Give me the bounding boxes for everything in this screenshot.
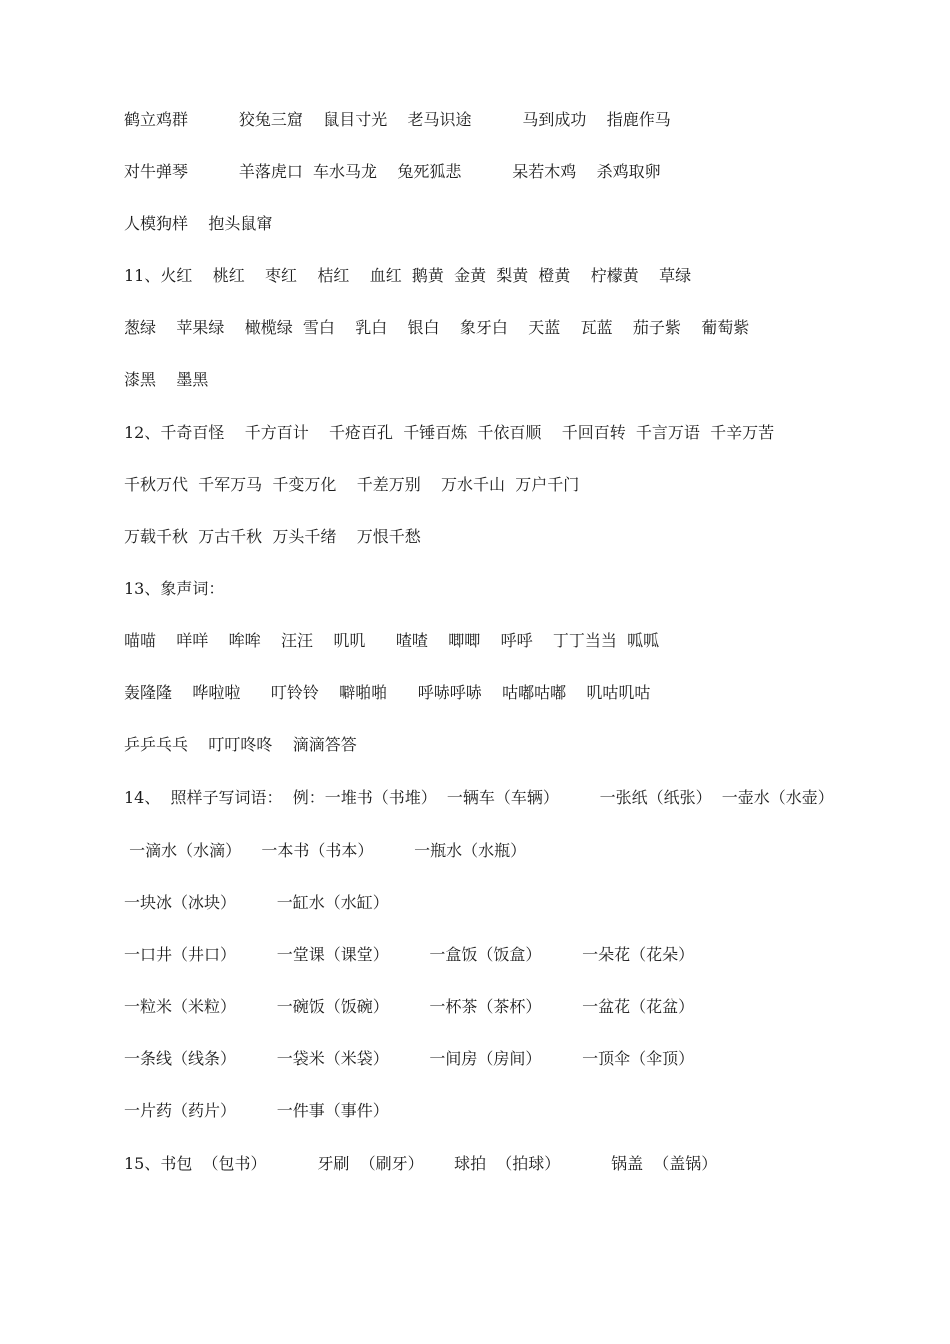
section-11-colors-1: 11、火红 桃红 枣红 桔红 血红 鹅黄 金黄 梨黄 橙黄 柠檬黄 草绿: [124, 266, 692, 285]
section-13-onomatopoeia-3: 乒乒乓乓 叮叮咚咚 滴滴答答: [124, 735, 357, 754]
idiom-line-animals-3: 人模狗样 抱头鼠窜: [124, 214, 273, 233]
idiom-line-animals-2: 对牛弹琴 羊落虎口 车水马龙 兔死狐悲 呆若木鸡 杀鸡取卵: [124, 162, 661, 181]
section-12-idioms-1: 12、千奇百怪 千方百计 千疮百孔 千锤百炼 千依百顺 千回百转 千言万语 千辛万苦: [124, 423, 775, 442]
section-14-words-1: 一滴水（水滴） 一本书（书本） 一瓶水（水瓶）: [124, 841, 527, 860]
section-14-words-5: 一条线（线条） 一袋米（米袋） 一间房（房间） 一顶伞（伞顶）: [124, 1049, 695, 1068]
section-14-words-2: 一块冰（冰块） 一缸水（水缸）: [124, 893, 389, 912]
section-13-onomatopoeia-1: 喵喵 咩咩 哞哞 汪汪 叽叽 喳喳 唧唧 呼呼 丁丁当当 呱呱: [124, 631, 660, 650]
idiom-line-animals-1: 鹤立鸡群 狡兔三窟 鼠目寸光 老马识途 马到成功 指鹿作马: [124, 110, 671, 129]
section-13-onomatopoeia-2: 轰隆隆 哗啦啦 叮铃铃 噼啪啪 呼哧呼哧 咕嘟咕嘟 叽咕叽咕: [124, 683, 651, 702]
section-13-heading: 13、象声词：: [124, 579, 225, 598]
section-14-words-6: 一片药（药片） 一件事（事件）: [124, 1101, 389, 1120]
section-14-words-3: 一口井（井口） 一堂课（课堂） 一盒饭（饭盒） 一朵花（花朵）: [124, 945, 695, 964]
section-14-words-4: 一粒米（米粒） 一碗饭（饭碗） 一杯茶（茶杯） 一盆花（花盆）: [124, 997, 695, 1016]
section-11-colors-3: 漆黑 墨黑: [124, 370, 209, 389]
section-11-colors-2: 葱绿 苹果绿 橄榄绿 雪白 乳白 银白 象牙白 天蓝 瓦蓝 茄子紫 葡萄紫: [124, 318, 750, 337]
section-15-words: 15、书包 （包书） 牙刷 （刷牙） 球拍 （拍球） 锅盖 （盖锅）: [124, 1154, 718, 1173]
section-12-idioms-2: 千秋万代 千军万马 千变万化 千差万别 万水千山 万户千门: [124, 475, 580, 494]
section-12-idioms-3: 万载千秋 万古千秋 万头千绪 万恨千愁: [124, 527, 421, 546]
section-14-heading: 14、 照样子写词语： 例：一堆书（书堆） 一辆车（车辆） 一张纸（纸张） 一壶水（水壶）: [124, 788, 834, 807]
